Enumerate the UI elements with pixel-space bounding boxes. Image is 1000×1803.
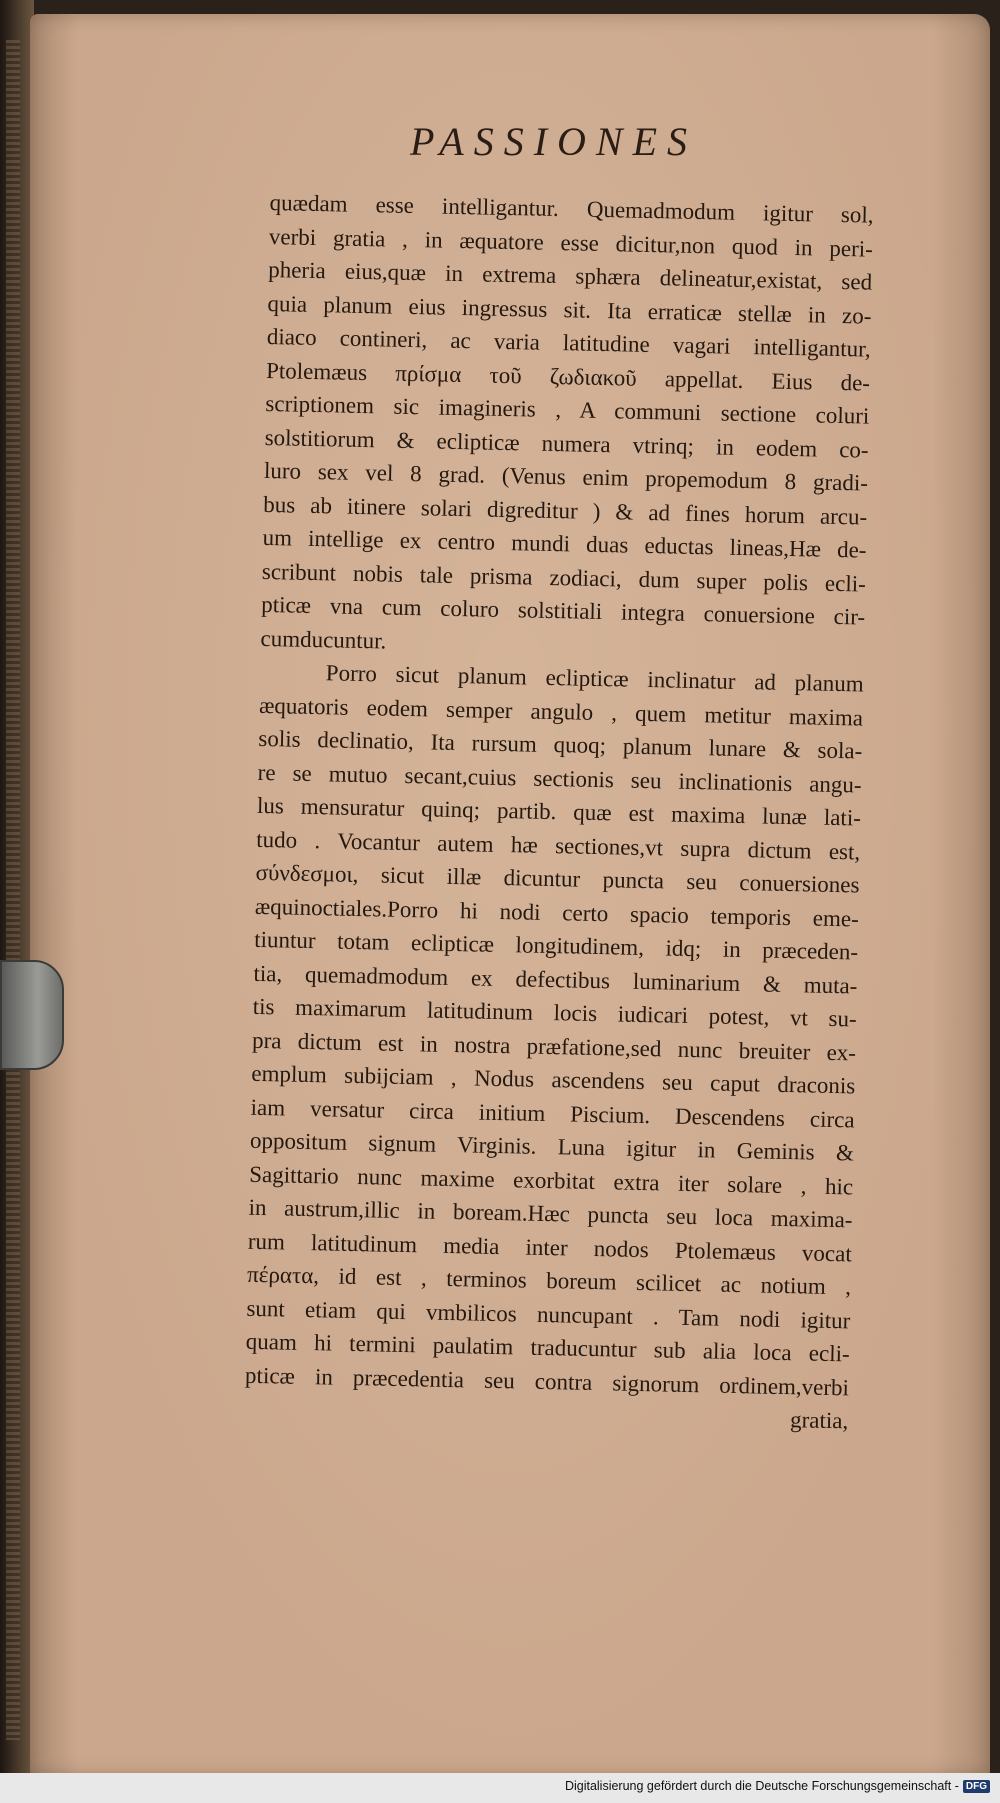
text-line: oppositum signum Virginis. Luna igitur in Geminis & bbox=[249, 1127, 855, 1166]
text-line: cumducuntur. bbox=[260, 625, 387, 654]
text-line: quam hi termini paulatim traducuntur sub alia loca ecli- bbox=[245, 1328, 850, 1367]
text-line: iam versatur circa initium Piscium. Descendens circa bbox=[250, 1094, 855, 1132]
text-line: pticæ vna cum coluro solstitiali integra conuersione cir- bbox=[260, 591, 866, 630]
dfg-logo: DFG bbox=[963, 1780, 990, 1793]
text-line: rum latitudinum media inter nodos Ptolemæus vocat bbox=[247, 1228, 853, 1266]
text-line: quia planum eius ingressus sit. Ita erraticæ stellæ in zo- bbox=[267, 290, 872, 329]
text-line: Sagittario nunc maxime exorbitat extra iter solare , hic bbox=[249, 1161, 854, 1199]
text-line: tiuntur totam eclipticæ longitudinem, idq; in præceden- bbox=[253, 926, 859, 965]
book-page bbox=[30, 14, 990, 1776]
digitization-credit bbox=[559, 1773, 996, 1797]
text-line: diaco contineri, ac varia latitudine vagari intelligantur, bbox=[266, 323, 871, 362]
catchword: gratia, bbox=[789, 1407, 849, 1434]
credit-text: Digitalisierung gefördert durch die Deutsche Forschungsgemeinschaft - bbox=[564, 1779, 959, 1793]
text-line: Ptolemæus πρίσμα τοῦ ζωδιακοῦ appellat. Eius de- bbox=[265, 357, 871, 396]
page-body-text bbox=[244, 186, 874, 1438]
text-line: scribunt nobis tale prisma zodiaci, dum super polis ecli- bbox=[261, 558, 867, 597]
text-line: sunt etiam qui vmbilicos nuncupant . Tam nodi igitur bbox=[246, 1295, 851, 1333]
text-line: in austrum,illic in boream.Hæc puncta seu loca maxima- bbox=[248, 1194, 853, 1233]
text-line: pticæ in præcedentia seu contra signorum ordinem,verbi bbox=[244, 1362, 850, 1400]
text-line: æquatoris eodem semper angulo , quem metitur maxima bbox=[258, 692, 864, 731]
text-line: bus ab itinere solari digreditur ) & ad fines horum arcu- bbox=[263, 491, 868, 530]
text-line: Porro sicut planum eclipticæ inclinatur ad planum bbox=[325, 660, 864, 697]
text-line: tis maximarum latitudinum locis iudicari potest, vt su- bbox=[252, 993, 857, 1032]
text-line: scriptionem sic imagineris , A communi sectione coluri bbox=[265, 390, 870, 429]
text-line: tudo . Vocantur autem hæ sectiones,vt supra dictum est, bbox=[256, 826, 861, 865]
text-line: verbi gratia , in æquatore esse dicitur,non quod in peri- bbox=[268, 223, 874, 262]
text-line: re se mutuo secant,cuius sectionis seu inclinationis angu- bbox=[257, 759, 862, 798]
text-line: σύνδεσμοι, sicut illæ dicuntur puncta seu conuersiones bbox=[255, 859, 860, 898]
text-line: emplum subijciam , Nodus ascendens seu caput draconis bbox=[251, 1060, 856, 1099]
text-line: luro sex vel 8 grad. (Venus enim propemodum 8 gradi- bbox=[263, 457, 869, 496]
text-line: lus mensuratur quinq; partib. quæ est maxima lunæ lati- bbox=[256, 792, 862, 831]
text-line: um intellige ex centro mundi duas eductas lineas,Hæ de- bbox=[262, 524, 867, 563]
text-line: quædam esse intelligantur. Quemadmodum igitur sol, bbox=[269, 189, 874, 228]
text-line: æquinoctiales.Porro hi nodi certo spacio temporis eme- bbox=[254, 893, 860, 931]
text-line: tia, quemadmodum ex defectibus luminarium & muta- bbox=[253, 960, 858, 998]
running-head: PASSIONES bbox=[410, 119, 698, 164]
text-line: solstitiorum & eclipticæ numera vtrinq; in eodem co- bbox=[264, 424, 869, 463]
book-spine-edge bbox=[0, 0, 34, 1803]
text-line: pheria eius,quæ in extrema sphæra delineatur,existat, sed bbox=[267, 256, 873, 295]
book-clasp bbox=[0, 960, 64, 1070]
text-line: solis declinatio, Ita rursum quoq; planum lunare & sola- bbox=[258, 725, 863, 764]
text-line: pra dictum est in nostra præfatione,sed nunc breuiter ex- bbox=[251, 1027, 857, 1065]
text-line: πέρατα, id est , terminos boreum scilicet ac notium , bbox=[246, 1261, 852, 1300]
